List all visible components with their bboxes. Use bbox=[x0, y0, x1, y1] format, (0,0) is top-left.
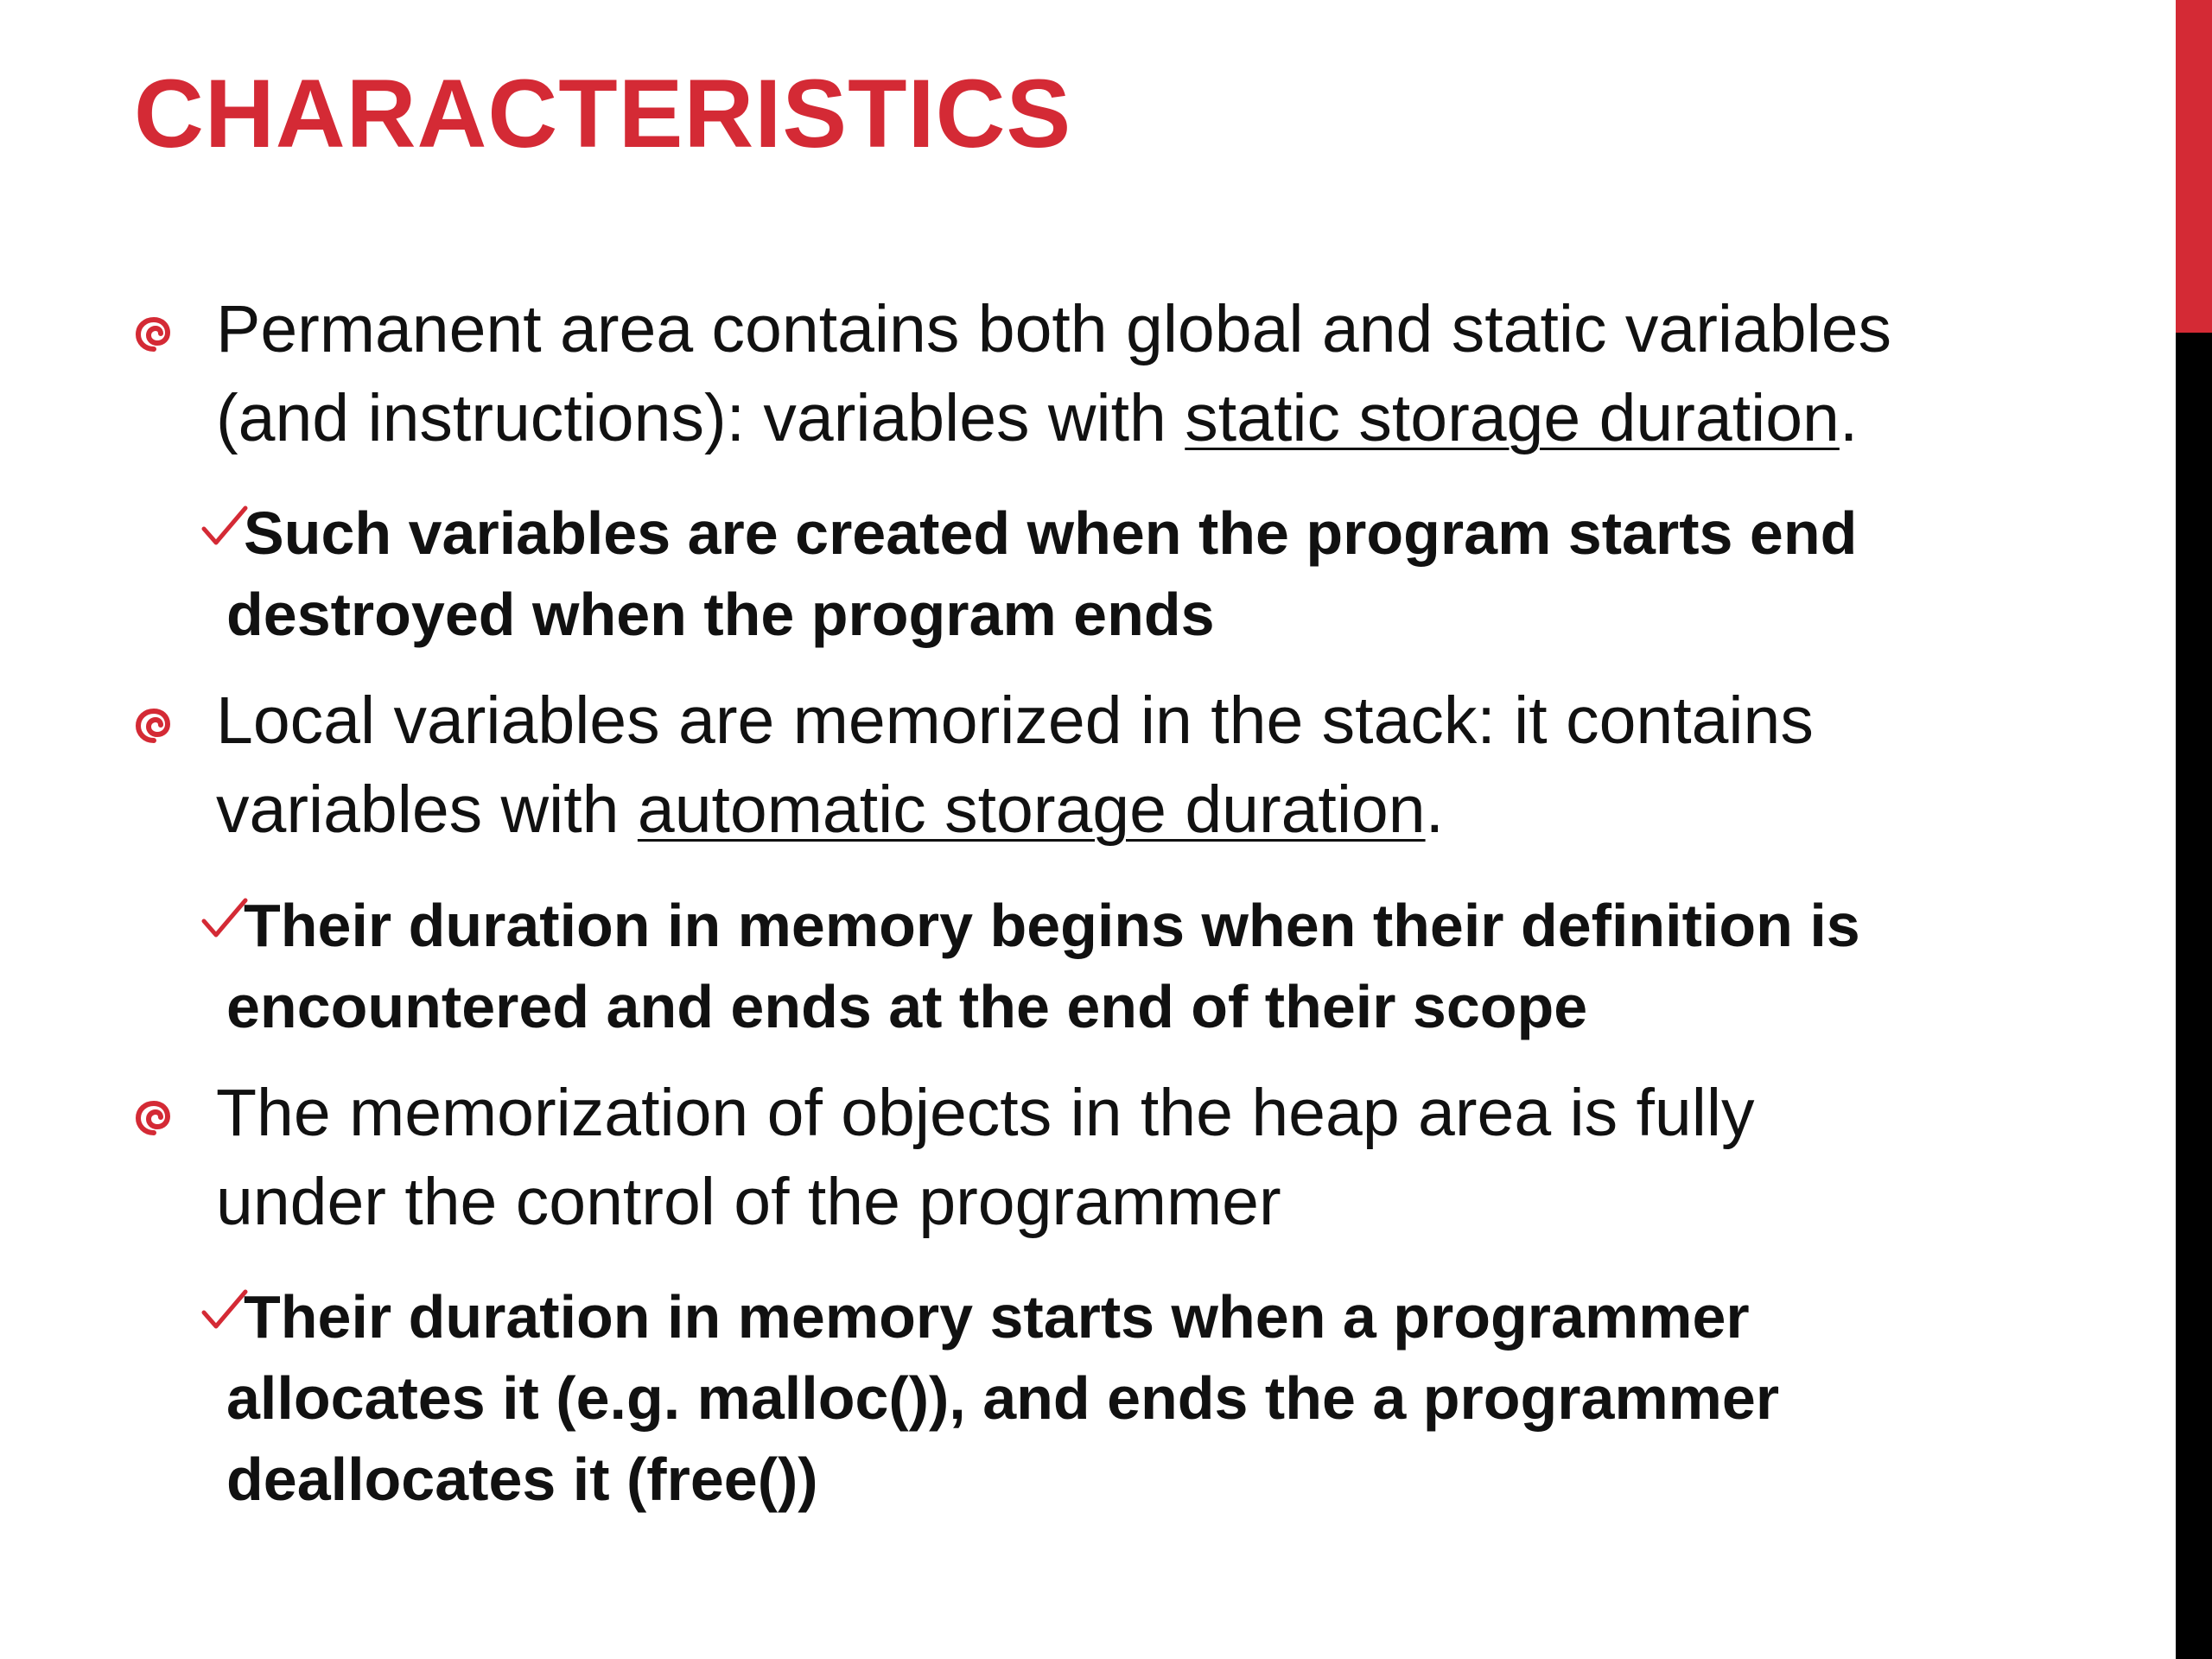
sub-bullet-line: Their duration in memory starts when a programmer bbox=[244, 1283, 1750, 1351]
swirl-bullet-icon bbox=[134, 706, 174, 746]
slide-title: CHARACTERISTICS bbox=[134, 60, 1072, 168]
bullet-line: The memorization of objects in the heap area is fully bbox=[216, 1076, 1755, 1150]
bullet-line-prefix: variables with bbox=[216, 772, 638, 847]
sub-bullet-text bbox=[226, 493, 2101, 655]
sub-bullet-line: encountered and ends at the end of their scope bbox=[226, 973, 1588, 1040]
bullet-text bbox=[216, 677, 2117, 855]
bullet-line: Local variables are memorized in the stack: it contains bbox=[216, 683, 1814, 758]
automatic-storage-duration-term: automatic storage duration bbox=[637, 772, 1426, 847]
checkmark-icon bbox=[200, 505, 249, 548]
bullet-line-prefix: (and instructions): variables with bbox=[216, 381, 1185, 455]
side-bar-accent bbox=[2176, 0, 2212, 333]
swirl-bullet-icon bbox=[134, 315, 174, 354]
sub-bullet-text bbox=[226, 1276, 2101, 1520]
sub-bullet-line: Their duration in memory begins when their definition is bbox=[244, 892, 1860, 959]
static-storage-duration-term: static storage duration bbox=[1185, 381, 1840, 455]
bullet-text bbox=[216, 1069, 2117, 1247]
swirl-bullet-icon bbox=[134, 1098, 174, 1138]
bullet-line: under the control of the programmer bbox=[216, 1165, 1281, 1239]
sub-bullet-line: allocates it (e.g. malloc()), and ends the a programmer bbox=[226, 1364, 1780, 1432]
checkmark-icon bbox=[200, 897, 249, 940]
sub-bullet-line: destroyed when the program ends bbox=[226, 581, 1215, 648]
sub-bullet-text bbox=[226, 885, 2101, 1047]
sub-bullet-line: Such variables are created when the program starts end bbox=[244, 499, 1858, 567]
checkmark-icon bbox=[200, 1288, 249, 1332]
sub-bullet-line: deallocates it (free()) bbox=[226, 1446, 818, 1513]
bullet-text bbox=[216, 285, 2117, 463]
bullet-line-suffix: . bbox=[1839, 381, 1859, 455]
bullet-line: Permanent area contains both global and static variables bbox=[216, 292, 1892, 366]
bullet-line-suffix: . bbox=[1425, 772, 1444, 847]
